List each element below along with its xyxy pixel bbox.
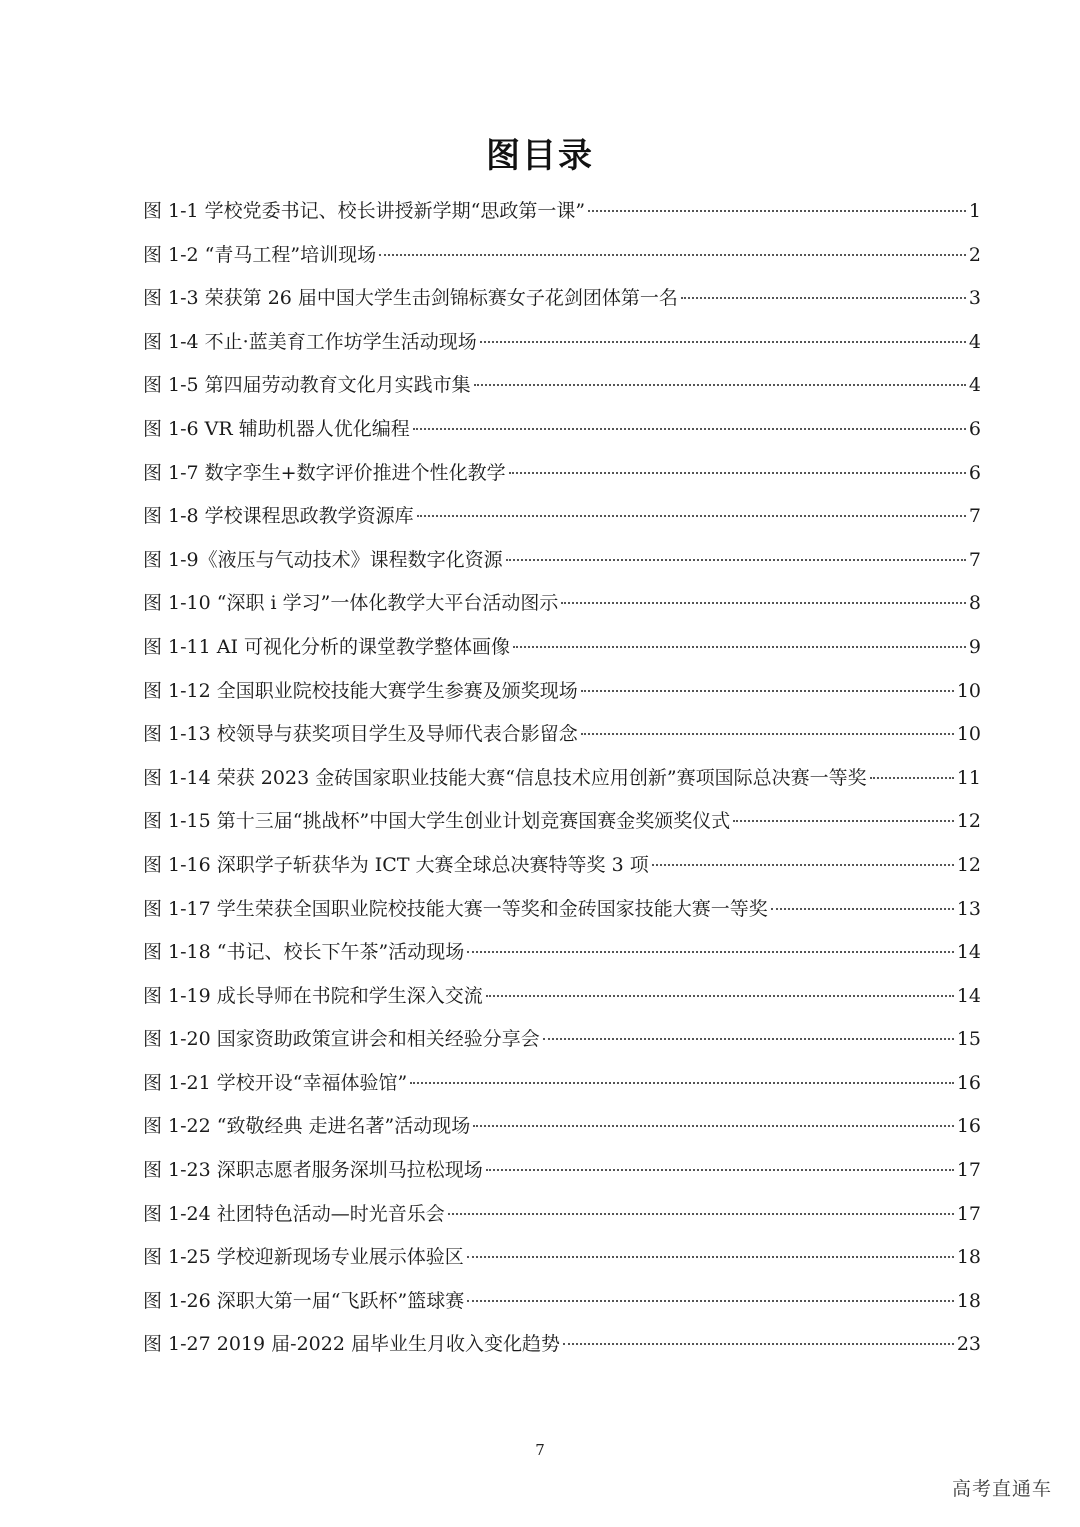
toc-entry-2[interactable]	[143, 234, 981, 278]
toc-entry-label: 图 1-21 学校开设“幸福体验馆”	[143, 1071, 408, 1094]
toc-entry-label: 图 1-24 社团特色活动—时光音乐会	[143, 1202, 445, 1225]
toc-entry-label: 图 1-23 深职志愿者服务深圳马拉松现场	[143, 1159, 483, 1182]
toc-entry-5[interactable]	[143, 364, 981, 408]
toc-entry-page: 12	[956, 853, 981, 876]
toc-entry-3[interactable]	[143, 277, 981, 321]
toc-dot-leader	[448, 1213, 954, 1215]
toc-entry-4[interactable]	[143, 321, 981, 365]
toc-entry-16[interactable]	[143, 844, 981, 888]
toc-entry-label: 图 1-10 “深职 i 学习”一体化教学大平台活动图示	[143, 592, 559, 615]
toc-entry-page: 16	[956, 1115, 981, 1138]
toc-dot-leader	[486, 1169, 954, 1171]
toc-entry-label: 图 1-9《液压与气动技术》课程数字化资源	[143, 548, 503, 571]
toc-dot-leader	[474, 384, 966, 386]
toc-entry-20[interactable]	[143, 1018, 981, 1062]
toc-entry-6[interactable]	[143, 408, 981, 452]
toc-dot-leader	[561, 602, 966, 604]
toc-entry-label: 图 1-22 “致敬经典 走进名著”活动现场	[143, 1115, 471, 1138]
toc-dot-leader	[581, 733, 954, 735]
toc-dot-leader	[467, 1256, 954, 1258]
toc-entry-9[interactable]	[143, 539, 981, 583]
toc-entry-page: 7	[968, 505, 981, 528]
toc-entry-page: 10	[956, 723, 981, 746]
toc-entry-label: 图 1-1 学校党委书记、校长讲授新学期“思政第一课”	[143, 200, 586, 222]
toc-entry-label: 图 1-3 荣获第 26 届中国大学生击剑锦标赛女子花剑团体第一名	[143, 287, 678, 310]
toc-entry-page: 14	[956, 941, 981, 964]
toc-entry-label: 图 1-6 VR 辅助机器人优化编程	[143, 417, 410, 440]
watermark: 高考直通车	[951, 1478, 1052, 1500]
toc-entry-label: 图 1-20 国家资助政策宣讲会和相关经验分享会	[143, 1028, 540, 1051]
toc-entry-page: 18	[956, 1246, 981, 1269]
toc-dot-leader	[563, 1343, 954, 1345]
toc-entry-page: 9	[968, 635, 981, 658]
toc-entry-label: 图 1-15 第十三届“挑战杯”中国大学生创业计划竞赛国赛金奖颁奖仪式	[143, 810, 731, 833]
toc-entry-7[interactable]	[143, 452, 981, 496]
toc-entry-label: 图 1-19 成长导师在书院和学生深入交流	[143, 984, 483, 1007]
toc-entry-label: 图 1-11 AI 可视化分析的课堂教学整体画像	[143, 635, 511, 658]
toc-dot-leader	[417, 515, 966, 517]
toc-entry-label: 图 1-2 “青马工程”培训现场	[143, 243, 377, 266]
toc-entry-8[interactable]	[143, 495, 981, 539]
toc-dot-leader	[581, 690, 954, 692]
toc-entry-page: 23	[956, 1333, 981, 1356]
toc-dot-leader	[467, 1300, 954, 1302]
toc-entry-label: 图 1-12 全国职业院校技能大赛学生参赛及颁奖现场	[143, 679, 578, 702]
toc-dot-leader	[413, 428, 966, 430]
toc-entry-page: 16	[956, 1071, 981, 1094]
toc-dot-leader	[467, 951, 954, 953]
toc-entry-24[interactable]	[143, 1193, 981, 1237]
toc-entry-page: 4	[968, 330, 981, 353]
toc-dot-leader	[733, 820, 954, 822]
toc-entry-11[interactable]	[143, 626, 981, 670]
toc-entry-label: 图 1-17 学生荣获全国职业院校技能大赛一等奖和金砖国家技能大赛一等奖	[143, 897, 768, 920]
toc-entry-label: 图 1-13 校领导与获奖项目学生及导师代表合影留念	[143, 723, 578, 746]
toc-entry-page: 7	[968, 548, 981, 571]
toc-entry-14[interactable]	[143, 757, 981, 801]
toc-dot-leader	[379, 254, 966, 256]
toc-entry-23[interactable]	[143, 1149, 981, 1193]
toc-list	[143, 190, 981, 1367]
toc-entry-page: 13	[956, 897, 981, 920]
toc-entry-page: 10	[956, 679, 981, 702]
toc-entry-page: 18	[956, 1289, 981, 1312]
toc-entry-page: 4	[968, 374, 981, 397]
toc-dot-leader	[506, 559, 966, 561]
toc-entry-21[interactable]	[143, 1062, 981, 1106]
toc-dot-leader	[681, 297, 966, 299]
toc-entry-label: 图 1-5 第四届劳动教育文化月实践市集	[143, 374, 471, 397]
toc-entry-page: 12	[956, 810, 981, 833]
toc-entry-13[interactable]	[143, 713, 981, 757]
toc-dot-leader	[870, 777, 954, 779]
toc-dot-leader	[486, 995, 954, 997]
toc-entry-25[interactable]	[143, 1236, 981, 1280]
toc-entry-page: 6	[968, 417, 981, 440]
toc-entry-27[interactable]	[143, 1323, 981, 1367]
toc-dot-leader	[652, 864, 954, 866]
toc-entry-page: 8	[968, 592, 981, 615]
toc-dot-leader	[480, 341, 966, 343]
toc-entry-17[interactable]	[143, 888, 981, 932]
toc-entry-label: 图 1-27 2019 届-2022 届毕业生月收入变化趋势	[143, 1333, 560, 1356]
toc-entry-page: 6	[968, 461, 981, 484]
toc-entry-page: 14	[956, 984, 981, 1007]
toc-entry-1[interactable]	[143, 190, 981, 234]
toc-entry-label: 图 1-25 学校迎新现场专业展示体验区	[143, 1246, 464, 1269]
toc-dot-leader	[543, 1038, 954, 1040]
toc-dot-leader	[771, 908, 954, 910]
toc-entry-10[interactable]	[143, 582, 981, 626]
toc-entry-page: 17	[956, 1159, 981, 1182]
toc-entry-26[interactable]	[143, 1280, 981, 1324]
toc-dot-leader	[588, 210, 966, 212]
toc-entry-label: 图 1-18 “书记、校长下午茶”活动现场	[143, 941, 465, 964]
page-title: 图目录	[486, 136, 594, 176]
toc-entry-page: 1	[968, 200, 981, 222]
toc-dot-leader	[410, 1082, 954, 1084]
toc-entry-page: 2	[968, 243, 981, 266]
toc-entry-page: 17	[956, 1202, 981, 1225]
toc-dot-leader	[513, 646, 966, 648]
toc-entry-label: 图 1-14 荣获 2023 金砖国家职业技能大赛“信息技术应用创新”赛项国际总决赛一等奖	[143, 766, 867, 789]
toc-entry-label: 图 1-16 深职学子斩获华为 ICT 大赛全球总决赛特等奖 3 项	[143, 853, 649, 876]
toc-entry-page: 15	[956, 1028, 981, 1051]
toc-entry-22[interactable]	[143, 1105, 981, 1149]
toc-entry-19[interactable]	[143, 975, 981, 1019]
toc-entry-page: 11	[956, 766, 981, 789]
toc-entry-15[interactable]	[143, 800, 981, 844]
toc-entry-label: 图 1-4 不止·蓝美育工作坊学生活动现场	[143, 330, 477, 353]
toc-entry-12[interactable]	[143, 670, 981, 714]
toc-dot-leader	[473, 1125, 954, 1127]
toc-entry-label: 图 1-8 学校课程思政教学资源库	[143, 505, 414, 528]
toc-entry-label: 图 1-26 深职大第一届“飞跃杯”篮球赛	[143, 1289, 465, 1312]
toc-dot-leader	[509, 472, 966, 474]
toc-entry-label: 图 1-7 数字孪生+数字评价推进个性化教学	[143, 461, 506, 484]
page-number: 7	[535, 1441, 545, 1459]
toc-entry-18[interactable]	[143, 931, 981, 975]
toc-entry-page: 3	[968, 287, 981, 310]
